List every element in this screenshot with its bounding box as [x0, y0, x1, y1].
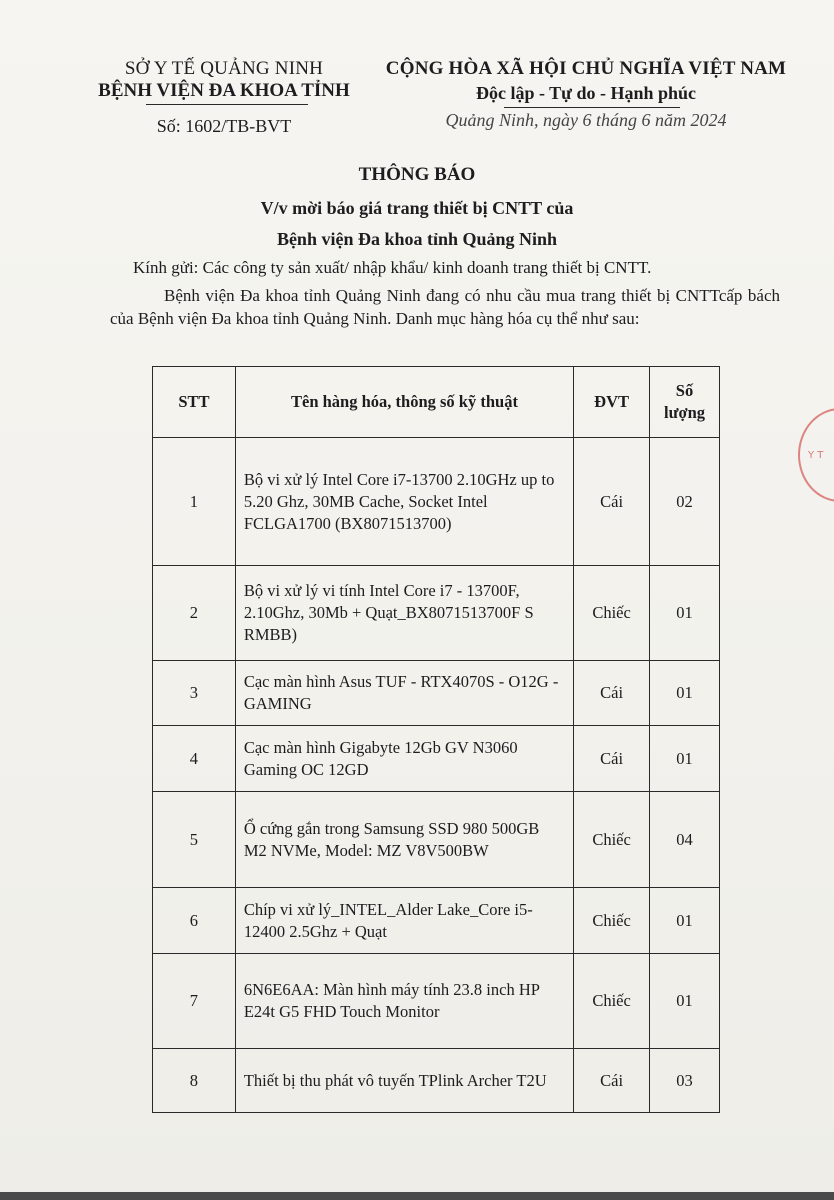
table-row — [153, 792, 720, 888]
table-row — [153, 438, 720, 566]
stamp-fragment-text: Y T — [808, 450, 824, 461]
national-motto: Độc lập - Tự do - Hạnh phúc — [376, 83, 796, 104]
row-stt: 4 — [153, 726, 236, 792]
header-name: Tên hàng hóa, thông số kỹ thuật — [235, 367, 573, 438]
row-unit: Chiếc — [574, 792, 650, 888]
table-row — [153, 566, 720, 661]
page-bottom-edge — [0, 1192, 834, 1200]
motto-underline — [504, 107, 680, 108]
notice-heading: THÔNG BÁO — [358, 164, 476, 185]
place-and-date: Quảng Ninh, ngày 6 tháng 6 năm 2024 — [445, 110, 727, 130]
header-quantity: Số lượng — [650, 367, 720, 438]
row-unit: Chiếc — [574, 954, 650, 1049]
row-stt: 1 — [153, 438, 236, 566]
row-name: Bộ vi xử lý Intel Core i7-13700 2.10GHz up to 5.20 Ghz, 30MB Cache, Socket Intel FCLGA1700 (BX8071513700) — [235, 438, 573, 566]
row-unit: Cái — [574, 438, 650, 566]
goods-table — [152, 366, 720, 1113]
row-name: Bộ vi xử lý vi tính Intel Core i7 - 13700F, 2.10Ghz, 30Mb + Quạt_BX8071513700F S RMBB) — [235, 566, 573, 661]
row-quantity: 02 — [650, 438, 720, 566]
document-number: Số: 1602/TB-BVT — [156, 116, 292, 136]
row-stt: 2 — [153, 566, 236, 661]
table-row — [153, 954, 720, 1049]
row-unit: Cái — [574, 1049, 650, 1113]
department-name: SỞ Y TẾ QUẢNG NINH — [124, 58, 324, 79]
row-stt: 5 — [153, 792, 236, 888]
row-quantity: 01 — [650, 888, 720, 954]
issuer-block — [84, 58, 364, 137]
row-stt: 8 — [153, 1049, 236, 1113]
country-name: CỘNG HÒA XÃ HỘI CHỦ NGHĨA VIỆT NAM — [385, 58, 787, 79]
header-unit: ĐVT — [574, 367, 650, 438]
row-unit: Chiếc — [574, 888, 650, 954]
row-quantity: 04 — [650, 792, 720, 888]
table-row — [153, 888, 720, 954]
row-quantity: 01 — [650, 726, 720, 792]
table-row — [153, 726, 720, 792]
hospital-underline — [146, 104, 308, 105]
row-stt: 6 — [153, 888, 236, 954]
row-name: 6N6E6AA: Màn hình máy tính 23.8 inch HP E24t G5 FHD Touch Monitor — [235, 954, 573, 1049]
notice-title — [0, 164, 834, 250]
row-quantity: 01 — [650, 566, 720, 661]
row-unit: Cái — [574, 661, 650, 726]
row-name: Ổ cứng gắn trong Samsung SSD 980 500GB M2 NVMe, Model: MZ V8V500BW — [235, 792, 573, 888]
row-unit: Chiếc — [574, 566, 650, 661]
row-unit: Cái — [574, 726, 650, 792]
row-name: Thiết bị thu phát vô tuyến TPlink Archer T2U — [235, 1049, 573, 1113]
table-header-row — [153, 367, 720, 438]
row-stt: 3 — [153, 661, 236, 726]
row-quantity: 01 — [650, 661, 720, 726]
salutation: Kính gửi: Các công ty sản xuất/ nhập khẩu/ kinh doanh trang thiết bị CNTT. — [133, 258, 652, 277]
row-quantity: 03 — [650, 1049, 720, 1113]
table-row — [153, 661, 720, 726]
hospital-name: BỆNH VIỆN ĐA KHOA TỈNH — [84, 80, 364, 102]
national-title-block — [376, 58, 796, 131]
intro-paragraph: Bệnh viện Đa khoa tỉnh Quảng Ninh đang có nhu cầu mua trang thiết bị CNTTcấp bách của Bệnh viện Đa khoa tỉnh Quảng Ninh. Danh mục hàng hóa cụ thể như sau: — [110, 286, 780, 328]
header-stt: STT — [153, 367, 236, 438]
notice-subject-line-2: Bệnh viện Đa khoa tỉnh Quảng Ninh — [276, 229, 558, 249]
row-name: Cạc màn hình Gigabyte 12Gb GV N3060 Gaming OC 12GD — [235, 726, 573, 792]
row-stt: 7 — [153, 954, 236, 1049]
notice-subject-line-1: V/v mời báo giá trang thiết bị CNTT của — [260, 198, 574, 218]
table-row — [153, 1049, 720, 1113]
row-quantity: 01 — [650, 954, 720, 1049]
row-name: Cạc màn hình Asus TUF - RTX4070S - O12G - GAMING — [235, 661, 573, 726]
row-name: Chíp vi xử lý_INTEL_Alder Lake_Core i5-12400 2.5Ghz + Quạt — [235, 888, 573, 954]
